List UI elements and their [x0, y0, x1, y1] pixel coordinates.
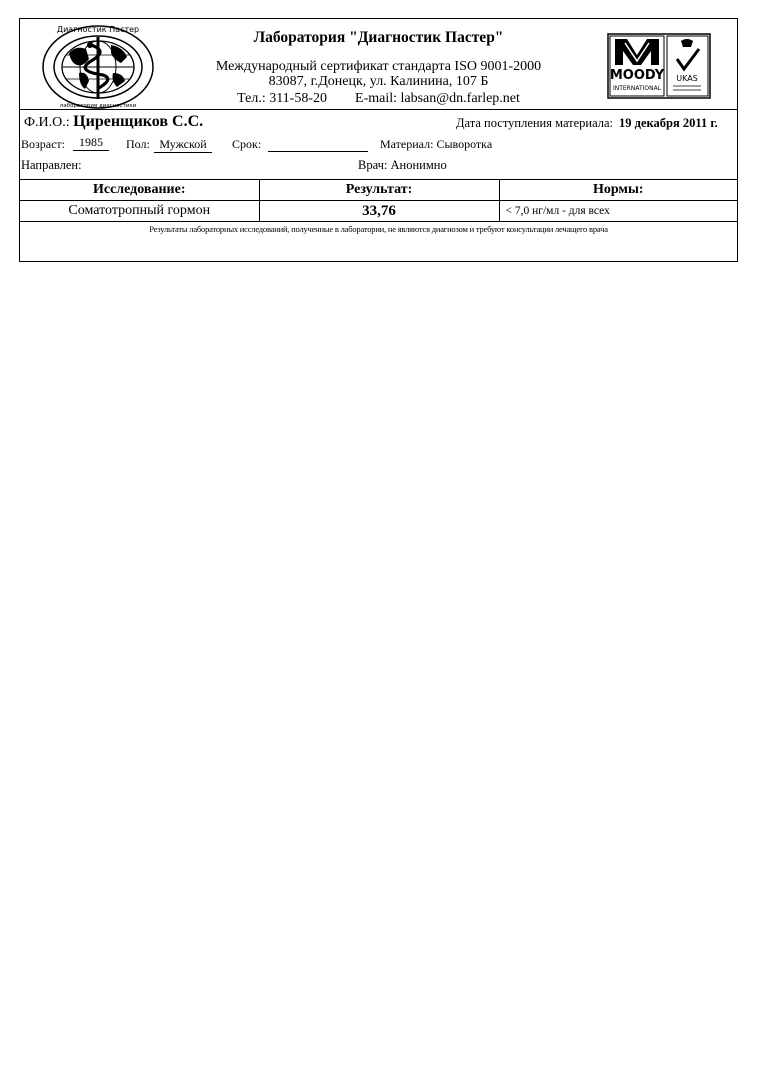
ukas-text: UKAS: [676, 74, 698, 83]
patient-details-row: [20, 136, 737, 156]
date-field: [456, 116, 718, 131]
fio-field: [24, 113, 203, 131]
material-field: [380, 137, 492, 152]
results-table: [20, 179, 737, 222]
doctor-label: Врач:: [358, 158, 388, 172]
fio-value: Циренщиков С.С.: [73, 113, 204, 130]
age-value: 1985: [73, 135, 109, 151]
term-label: Срок:: [232, 137, 262, 151]
column-header-test: Исследование:: [20, 180, 259, 201]
doctor-value: Анонимно: [390, 158, 447, 172]
referred-field: [21, 158, 82, 173]
age-label: Возраст:: [21, 137, 65, 151]
disclaimer: Результаты лабораторных исследований, полученные в лаборатории, не являются диагнозом и требуют консультации лечащего врача: [149, 224, 608, 234]
test-result: 33,76: [259, 201, 499, 222]
lab-logo-text-bottom: лаборатория диагностики: [59, 103, 137, 109]
material-value: Сыворотка: [436, 137, 493, 151]
fio-label: Ф.И.О.:: [24, 115, 70, 130]
moody-sub: INTERNATIONAL: [612, 85, 662, 92]
test-name: Соматотропный гормон: [20, 201, 259, 222]
date-value: 19 декабря 2011 г.: [619, 116, 718, 130]
sex-value: Мужской: [154, 137, 212, 153]
lab-title: Лаборатория "Диагностик Пастер": [253, 29, 504, 46]
report-header: [20, 19, 737, 110]
report-form: [19, 18, 738, 262]
column-header-result: Результат:: [259, 180, 499, 201]
lab-logo-text-top: Диагностик Пастер: [56, 25, 140, 34]
certificate-line: Международный сертификат стандарта ISO 9001-2000: [215, 59, 542, 74]
email: E-mail: labsan@dn.farlep.net: [355, 91, 520, 106]
date-label: Дата поступления материала:: [456, 116, 614, 130]
results-header-row: [20, 180, 737, 201]
patient-name-row: [20, 111, 737, 133]
moody-ukas-logo: [607, 33, 711, 99]
sex-label: Пол:: [126, 137, 150, 151]
doctor-field: [358, 158, 447, 173]
referred-label: Направлен:: [21, 158, 82, 172]
table-row: [20, 201, 737, 222]
column-header-norms: Нормы:: [499, 180, 737, 201]
test-norm: < 7,0 нг/мл - для всех: [499, 201, 737, 222]
address-line: 83087, г.Донецк, ул. Калинина, 107 Б: [268, 74, 489, 89]
term-value: [268, 137, 368, 152]
phone: Тел.: 311-58-20: [237, 91, 328, 106]
moody-brand: MOODY: [609, 68, 665, 83]
material-label: Материал:: [380, 137, 434, 151]
referral-row: [20, 158, 737, 178]
